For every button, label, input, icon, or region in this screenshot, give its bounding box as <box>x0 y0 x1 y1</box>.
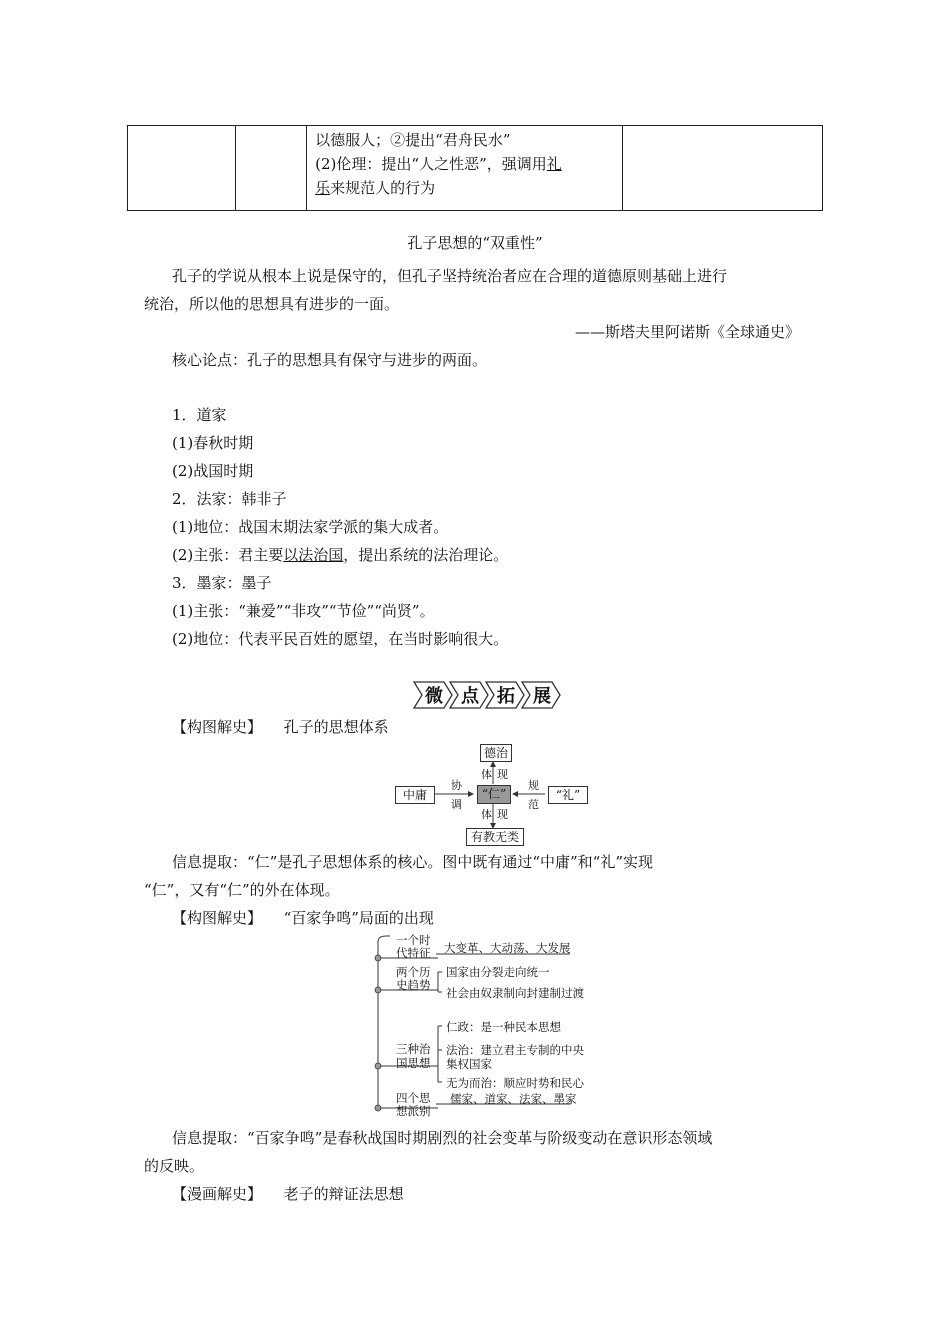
group-label: 代特征 <box>396 946 431 960</box>
banner-char: 拓 <box>497 686 515 707</box>
table-cell-1 <box>128 126 236 211</box>
group-label: 两个历 <box>396 965 431 979</box>
top-table <box>127 125 823 211</box>
group-item: 儒家、道家、法家、墨家 <box>450 1092 577 1106</box>
diagram2-heading <box>172 908 434 928</box>
diagram1-info-1: 信息提取：“仁”是孔子思想体系的核心。图中既有通过“中庸”和“礼”实现 <box>172 853 654 871</box>
school-item: 3．墨家：墨子 <box>172 574 272 592</box>
group-label: 国思想 <box>396 1056 431 1070</box>
heading-text: 老子的辩证法思想 <box>283 1185 404 1203</box>
label-tiao: 调 <box>451 798 462 811</box>
heading-text: 孔子的思想体系 <box>283 718 389 736</box>
group-item: 国家由分裂走向统一 <box>446 965 550 979</box>
node-youjiaowulei: 有教无类 <box>466 828 524 846</box>
group-item: 无为而治：顺应时势和民心 <box>446 1076 584 1090</box>
heading-tag: 【构图解史】 <box>172 909 263 927</box>
node-ren: “仁” <box>477 785 511 804</box>
quote-source: ——斯塔夫里阿诺斯《全球通史》 <box>574 323 800 341</box>
quote-line-1: 孔子的学说从根本上说是保守的，但孔子坚持统治者应在合理的道德原则基础上进行 <box>172 267 728 285</box>
table-line-2 <box>315 152 614 176</box>
banner-char: 展 <box>533 686 551 707</box>
table-line-2-text: (2)伦理：提出“人之性恶”，强调用礼 <box>315 155 562 173</box>
hundred-schools-mindmap <box>370 932 620 1118</box>
diagram1-info-2: “仁”，又有“仁”的外在体现。 <box>144 881 340 899</box>
ren-diagram <box>395 742 595 846</box>
label-xian-up: 现 <box>497 768 508 781</box>
banner-char: 点 <box>461 686 479 707</box>
group-item: 集权国家 <box>446 1057 492 1071</box>
group-label: 三种治 <box>396 1042 431 1056</box>
group-item: 法治：建立君主专制的中央 <box>446 1043 584 1057</box>
group-label: 一个时 <box>396 933 431 947</box>
table-cell-2 <box>236 126 307 211</box>
diagram2-info-1: 信息提取：“百家争鸣”是春秋战国时期剧烈的社会变革与阶级变动在意识形态领域 <box>172 1129 713 1147</box>
node-li: “礼” <box>548 786 588 804</box>
group-label: 史趋势 <box>396 978 431 992</box>
label-ti-down: 体 <box>481 808 492 821</box>
section-banner <box>412 679 562 711</box>
diagram1-heading <box>172 717 389 737</box>
group-item: 社会由奴隶制向封建制过渡 <box>446 986 584 1000</box>
table-line-1: 以德服人；②提出“君舟民水” <box>315 131 511 149</box>
banner-char: 微 <box>425 686 443 707</box>
table-cell-3 <box>307 126 623 211</box>
section-title: 孔子思想的“双重性” <box>407 234 543 252</box>
core-point: 核心论点：孔子的思想具有保守与进步的两面。 <box>172 351 488 369</box>
node-dezhi: 德治 <box>480 744 512 762</box>
school-item: 2．法家：韩非子 <box>172 490 287 508</box>
group-item: 大变革、大动荡、大发展 <box>444 941 571 955</box>
school-item: (2)主张：君主要以法治国，提出系统的法治理论。 <box>172 546 509 564</box>
node-zhongyong: 中庸 <box>395 786 435 804</box>
diagram2-info-2: 的反映。 <box>144 1157 205 1175</box>
heading-text: “百家争鸣”局面的出现 <box>283 909 434 927</box>
school-item: (1)主张：“兼爱”“非攻”“节俭”“尚贤”。 <box>172 602 435 620</box>
table-line-3: 乐来规范人的行为 <box>315 179 436 197</box>
school-item: (1)春秋时期 <box>172 434 254 452</box>
cartoon-heading <box>172 1184 404 1204</box>
school-item: (2)战国时期 <box>172 462 254 480</box>
label-fan: 范 <box>528 798 539 811</box>
school-item: 1．道家 <box>172 406 227 424</box>
label-xian-down: 现 <box>497 808 508 821</box>
group-label: 想派别 <box>396 1104 431 1118</box>
label-ti-up: 体 <box>481 768 492 781</box>
table-cell-4 <box>622 126 822 211</box>
group-label: 四个思 <box>396 1091 431 1105</box>
school-item: (2)地位：代表平民百姓的愿望，在当时影响很大。 <box>172 630 509 648</box>
school-item: (1)地位：战国末期法家学派的集大成者。 <box>172 518 449 536</box>
heading-tag: 【漫画解史】 <box>172 1185 263 1203</box>
heading-tag: 【构图解史】 <box>172 718 263 736</box>
group-item: 仁政：是一种民本思想 <box>446 1020 561 1034</box>
label-xie: 协 <box>451 779 462 792</box>
quote-line-2: 统治，所以他的思想具有进步的一面。 <box>144 295 400 313</box>
label-gui: 规 <box>528 779 539 792</box>
